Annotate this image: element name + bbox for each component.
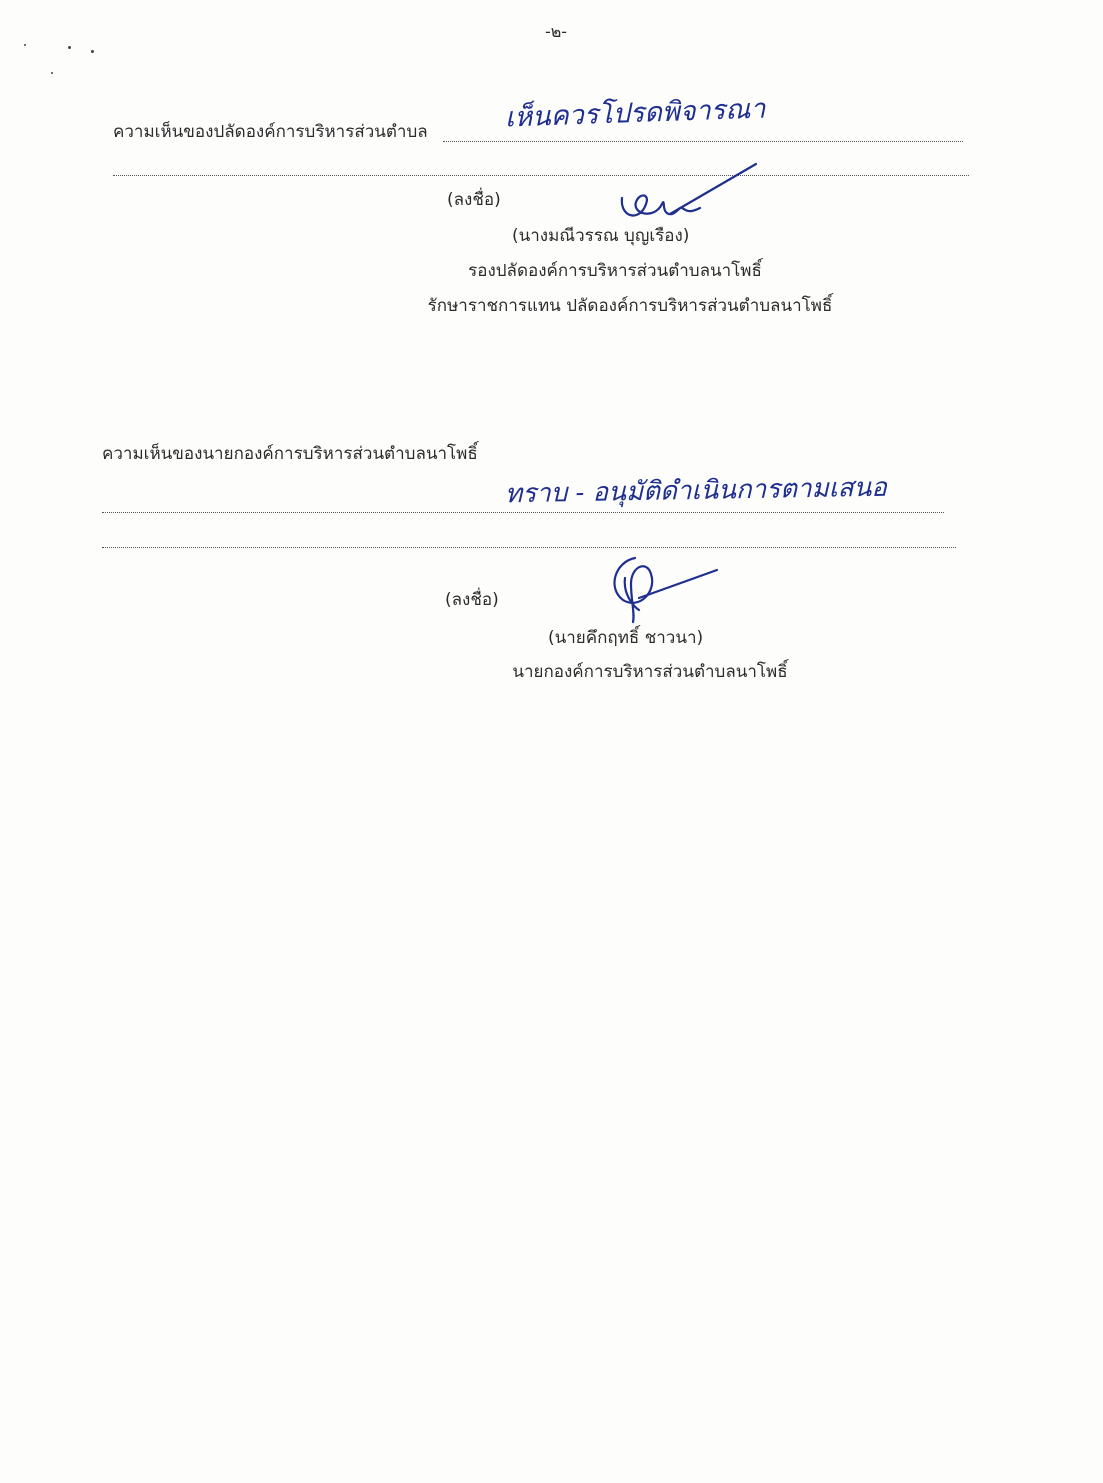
section1-dotted-line-1 — [443, 141, 963, 142]
scan-speck — [24, 44, 26, 46]
section2-dotted-line-2 — [102, 547, 956, 548]
section1-position-line1: รองปลัดองค์การบริหารส่วนตำบลนาโพธิ์ — [468, 261, 762, 281]
section1-dotted-line-2 — [113, 175, 969, 176]
section2-sign-label: (ลงชื่อ) — [445, 590, 499, 610]
section1-handwritten-opinion: เห็นควรโปรดพิจารณา — [504, 93, 766, 134]
scan-speck — [91, 50, 94, 53]
scan-speck — [51, 72, 53, 74]
page-number: -๒- — [544, 22, 568, 41]
section1-signer-name: (นางมณีวรรณ บุญเรือง) — [512, 226, 690, 246]
section2-signature — [595, 548, 725, 628]
section2-prompt: ความเห็นของนายกองค์การบริหารส่วนตำบลนาโพธิ์ — [102, 444, 478, 464]
section1-prompt: ความเห็นของปลัดองค์การบริหารส่วนตำบล — [113, 122, 428, 142]
section2-handwritten-opinion: ทราบ - อนุมัติดำเนินการตามเสนอ — [504, 472, 888, 510]
section2-signer-name: (นายคึกฤทธิ์ ชาวนา) — [548, 628, 704, 648]
section2-position-line1: นายกองค์การบริหารส่วนตำบลนาโพธิ์ — [512, 662, 788, 682]
scan-speck — [68, 46, 71, 49]
section1-signature — [610, 158, 770, 228]
section1-sign-label: (ลงชื่อ) — [447, 190, 501, 210]
section1-position-line2: รักษาราชการแทน ปลัดองค์การบริหารส่วนตำบลนาโพธิ์ — [427, 296, 833, 316]
